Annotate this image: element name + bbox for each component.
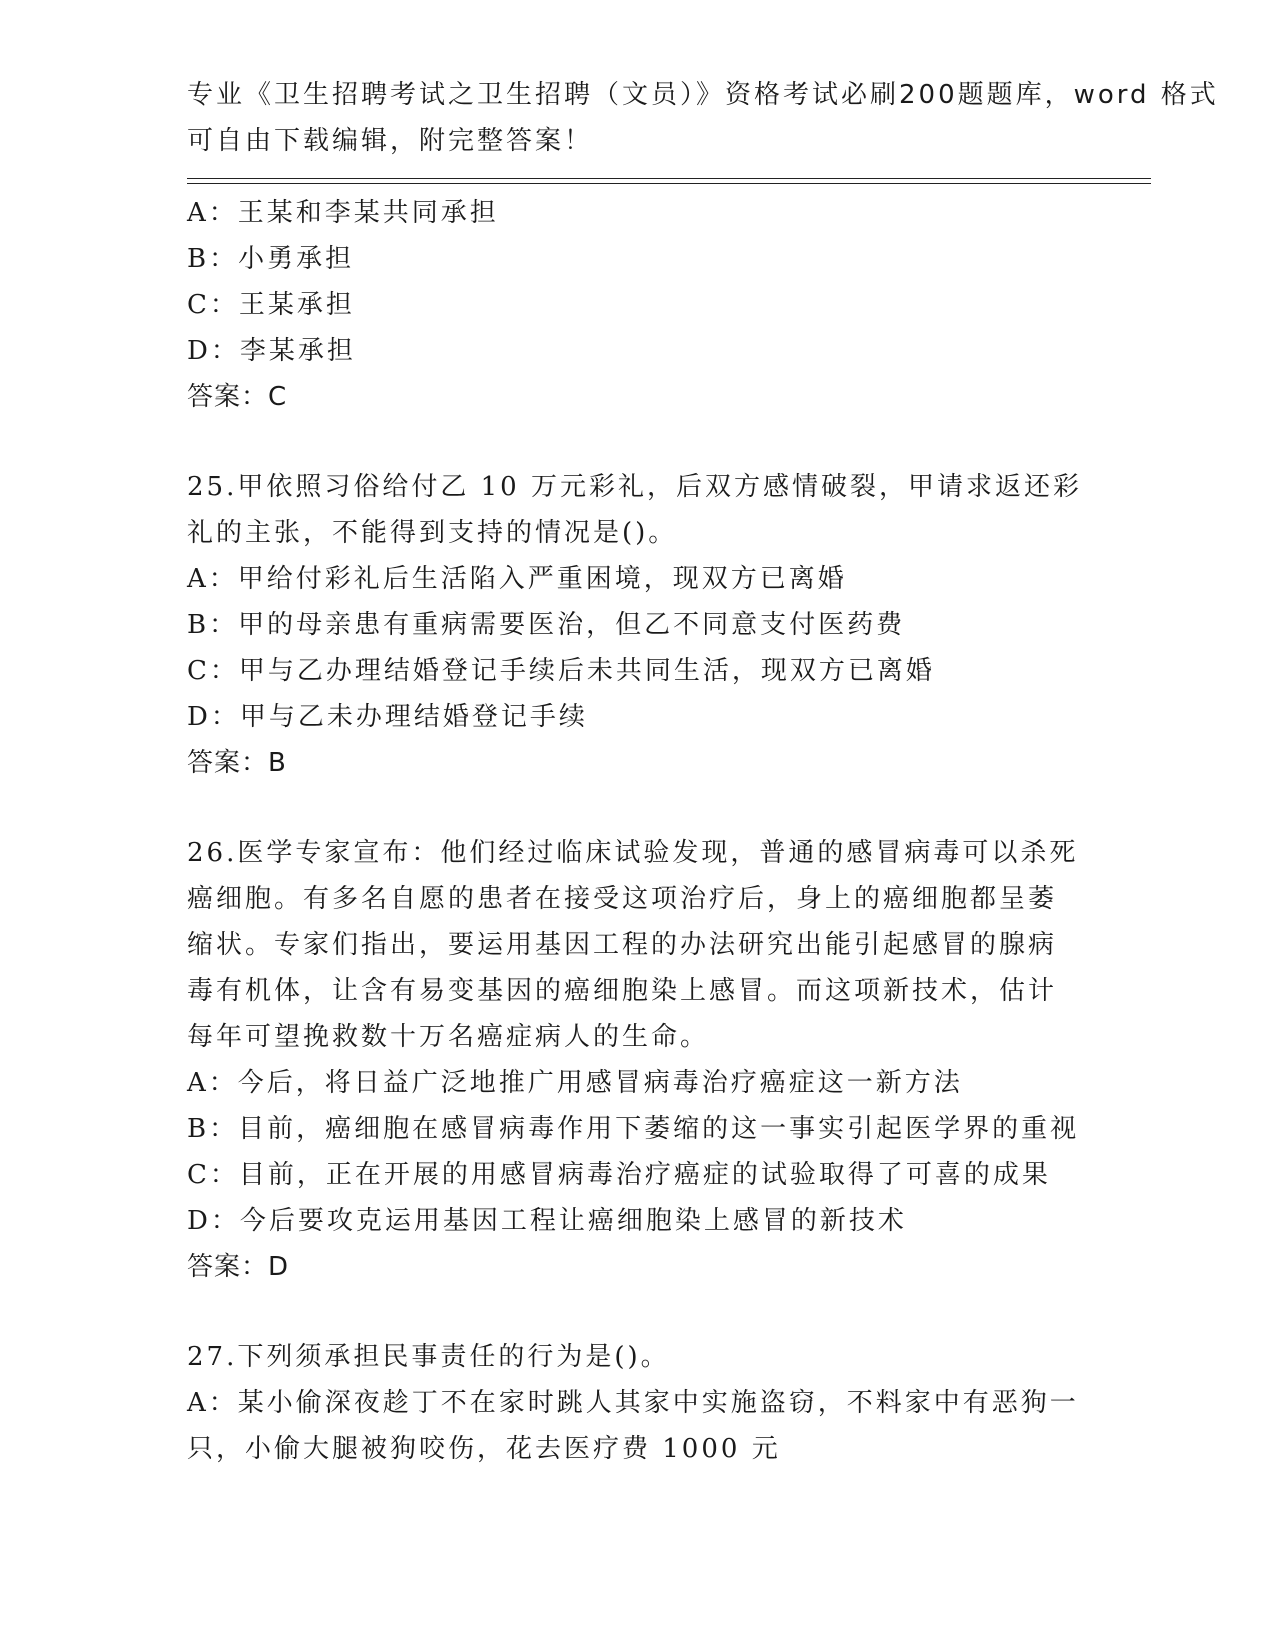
option-a: A：王某和李某共同承担 — [187, 198, 499, 228]
answer-line: 答案：C — [187, 382, 288, 412]
question-stem-line: 毒有机体，让含有易变基因的癌细胞染上感冒。而这项新技术，估计 — [187, 976, 1058, 1006]
document-header — [187, 72, 1219, 164]
option-c: C：王某承担 — [187, 290, 355, 320]
option-a-continued: 只，小偷大腿被狗咬伤，花去医疗费 1000 元 — [187, 1434, 781, 1464]
header-divider-top — [187, 178, 1151, 179]
option-c: C：甲与乙办理结婚登记手续后未共同生活，现双方已离婚 — [187, 656, 935, 686]
question-stem-line: 26.医学专家宣布：他们经过临床试验发现，普通的感冒病毒可以杀死 — [187, 838, 1079, 868]
answer-line: 答案：D — [187, 1252, 290, 1282]
option-d: D：李某承担 — [187, 336, 356, 366]
question-stem-line: 27.下列须承担民事责任的行为是()。 — [187, 1342, 670, 1372]
option-b: B：甲的母亲患有重病需要医治，但乙不同意支付医药费 — [187, 610, 906, 640]
question-26 — [187, 830, 1087, 1290]
question-stem-line: 礼的主张，不能得到支持的情况是()。 — [187, 518, 678, 548]
option-d: D：甲与乙未办理结婚登记手续 — [187, 702, 588, 732]
question-25 — [187, 464, 1087, 786]
question-prev — [187, 190, 1087, 420]
document-body — [187, 190, 1087, 1472]
option-b: B：目前，癌细胞在感冒病毒作用下萎缩的这一事实引起医学界的重视 — [187, 1114, 1080, 1144]
option-b: B：小勇承担 — [187, 244, 355, 274]
answer-line: 答案：B — [187, 748, 287, 778]
option-c: C：目前，正在开展的用感冒病毒治疗癌症的试验取得了可喜的成果 — [187, 1160, 1051, 1190]
option-a: A：某小偷深夜趁丁不在家时跳人其家中实施盗窃，不料家中有恶狗一 — [187, 1388, 1079, 1418]
header-divider-bottom — [187, 183, 1151, 184]
header-line-2: 可自由下载编辑，附完整答案！ — [187, 126, 594, 156]
question-27 — [187, 1334, 1087, 1472]
question-stem-line: 25.甲依照习俗给付乙 10 万元彩礼，后双方感情破裂，甲请求返还彩 — [187, 472, 1082, 502]
option-a: A：甲给付彩礼后生活陷入严重困境，现双方已离婚 — [187, 564, 847, 594]
option-d: D：今后要攻克运用基因工程让癌细胞染上感冒的新技术 — [187, 1206, 907, 1236]
option-a: A：今后，将日益广泛地推广用感冒病毒治疗癌症这一新方法 — [187, 1068, 963, 1098]
question-stem-line: 每年可望挽救数十万名癌症病人的生命。 — [187, 1022, 710, 1052]
question-stem-line: 缩状。专家们指出，要运用基因工程的办法研究出能引起感冒的腺病 — [187, 930, 1058, 960]
question-stem-line: 癌细胞。有多名自愿的患者在接受这项治疗后，身上的癌细胞都呈萎 — [187, 884, 1058, 914]
header-line-1: 专业《卫生招聘考试之卫生招聘（文员）》资格考试必刷200题题库，word 格式 — [187, 80, 1219, 110]
